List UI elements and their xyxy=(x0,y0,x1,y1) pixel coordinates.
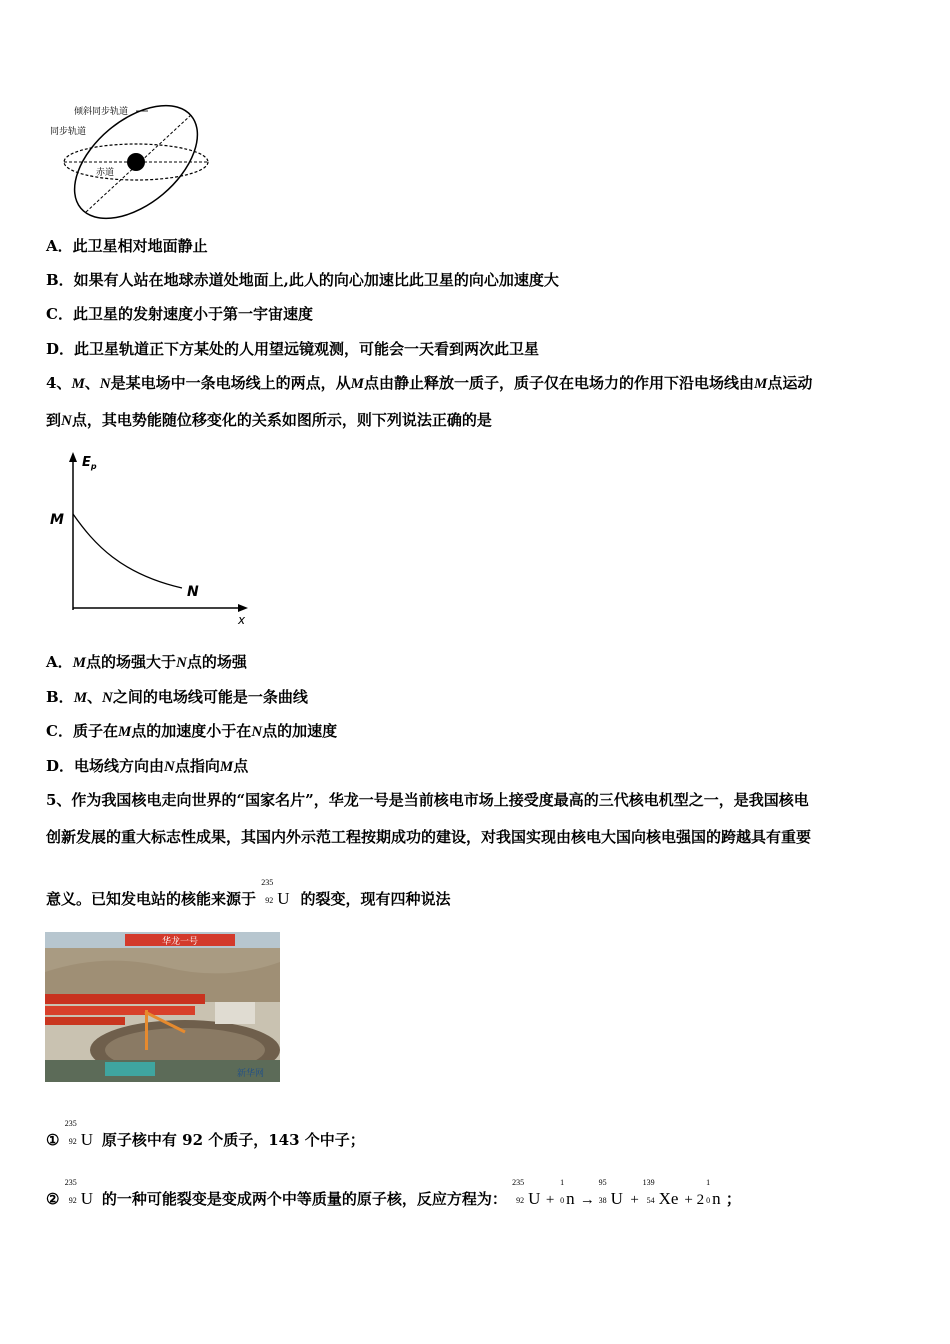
label-sync: 同步轨道 xyxy=(50,127,87,137)
x-axis-label: x xyxy=(238,613,246,627)
q4-option-a: A．M点的场强大于N点的场强 xyxy=(46,653,247,671)
q5-stem-line2: 创新发展的重大标志性成果，其国内外示范工程按期成功的建设，对我国实现由核电大国向核电强国的跨越具有重要 xyxy=(46,828,812,846)
q3-option-a: A．此卫星相对地面静止 xyxy=(46,237,208,255)
q4-stem-line1: 4、M、N是某电场中一条电场线上的两点，从M点由静止释放一质子，质子仅在电场力的作用下沿电场线由M点运动 xyxy=(46,374,813,392)
q3-option-c: C．此卫星的发射速度小于第一宇宙速度 xyxy=(46,305,313,323)
orbit-diagram xyxy=(46,100,216,222)
q4-option-d: D．电场线方向由N点指向M点 xyxy=(46,757,249,775)
ep-curve xyxy=(73,514,182,588)
nuclide-u235-s1: 235 92 U xyxy=(64,1119,93,1149)
construction-photo xyxy=(45,932,280,1082)
ep-x-graph xyxy=(46,448,256,628)
y-axis-arrow xyxy=(69,452,77,462)
start-label-m: M xyxy=(50,512,64,528)
earth xyxy=(127,153,145,171)
q3-option-b: B．如果有人站在地球赤道处地面上,此人的向心加速比此卫星的向心加速度大 xyxy=(46,271,559,289)
photo-watermark: 新华网 xyxy=(237,1069,265,1079)
q3-option-d: D．此卫星轨道正下方某处的人用望远镜观测，可能会一天看到两次此卫星 xyxy=(46,340,540,358)
q4-stem-line2: 到N点，其电势能随位移变化的关系如图所示，则下列说法正确的是 xyxy=(46,411,492,429)
photo-banner: 华龙一号 xyxy=(161,937,199,947)
y-axis-label: $E_p$ xyxy=(82,455,97,471)
label-equator: 赤道 xyxy=(96,168,115,178)
end-label-n: N xyxy=(187,584,199,600)
q5-stem-line1: 5、作为我国核电走向世界的“国家名片”，华龙一号是当前核电市场上接受度最高的三代核电机型之一，是我国核电 xyxy=(46,791,809,809)
q5-statement-2: ② 235 92 U 的一种可能裂变是变成两个中等质量的原子核，反应方程为： 235 92 U + 1 0 n → 95 38 U + 139 54 Xe + 2 1 0 n ； xyxy=(46,1178,741,1208)
q5-statement-1: ① 235 92 U 原子核中有 92 个质子，143 个中子； xyxy=(46,1119,365,1149)
q4-option-b: B．M、N之间的电场线可能是一条曲线 xyxy=(46,688,308,706)
nuclide-u235: 235 92 U xyxy=(261,878,290,908)
q5-stem-line3: 意义。已知发电站的核能来源于 235 92 U 的裂变，现有四种说法 xyxy=(46,878,451,908)
reaction-equation: 235 92 U + 1 0 n → 95 38 U + 139 54 Xe + 2 1 0 n xyxy=(512,1178,721,1208)
x-axis-arrow xyxy=(238,604,248,612)
q4-option-c: C．质子在M点的加速度小于在N点的加速度 xyxy=(46,722,338,740)
label-incline: 倾斜同步轨道 xyxy=(74,107,129,117)
nuclide-u235-s2: 235 92 U xyxy=(64,1178,93,1208)
